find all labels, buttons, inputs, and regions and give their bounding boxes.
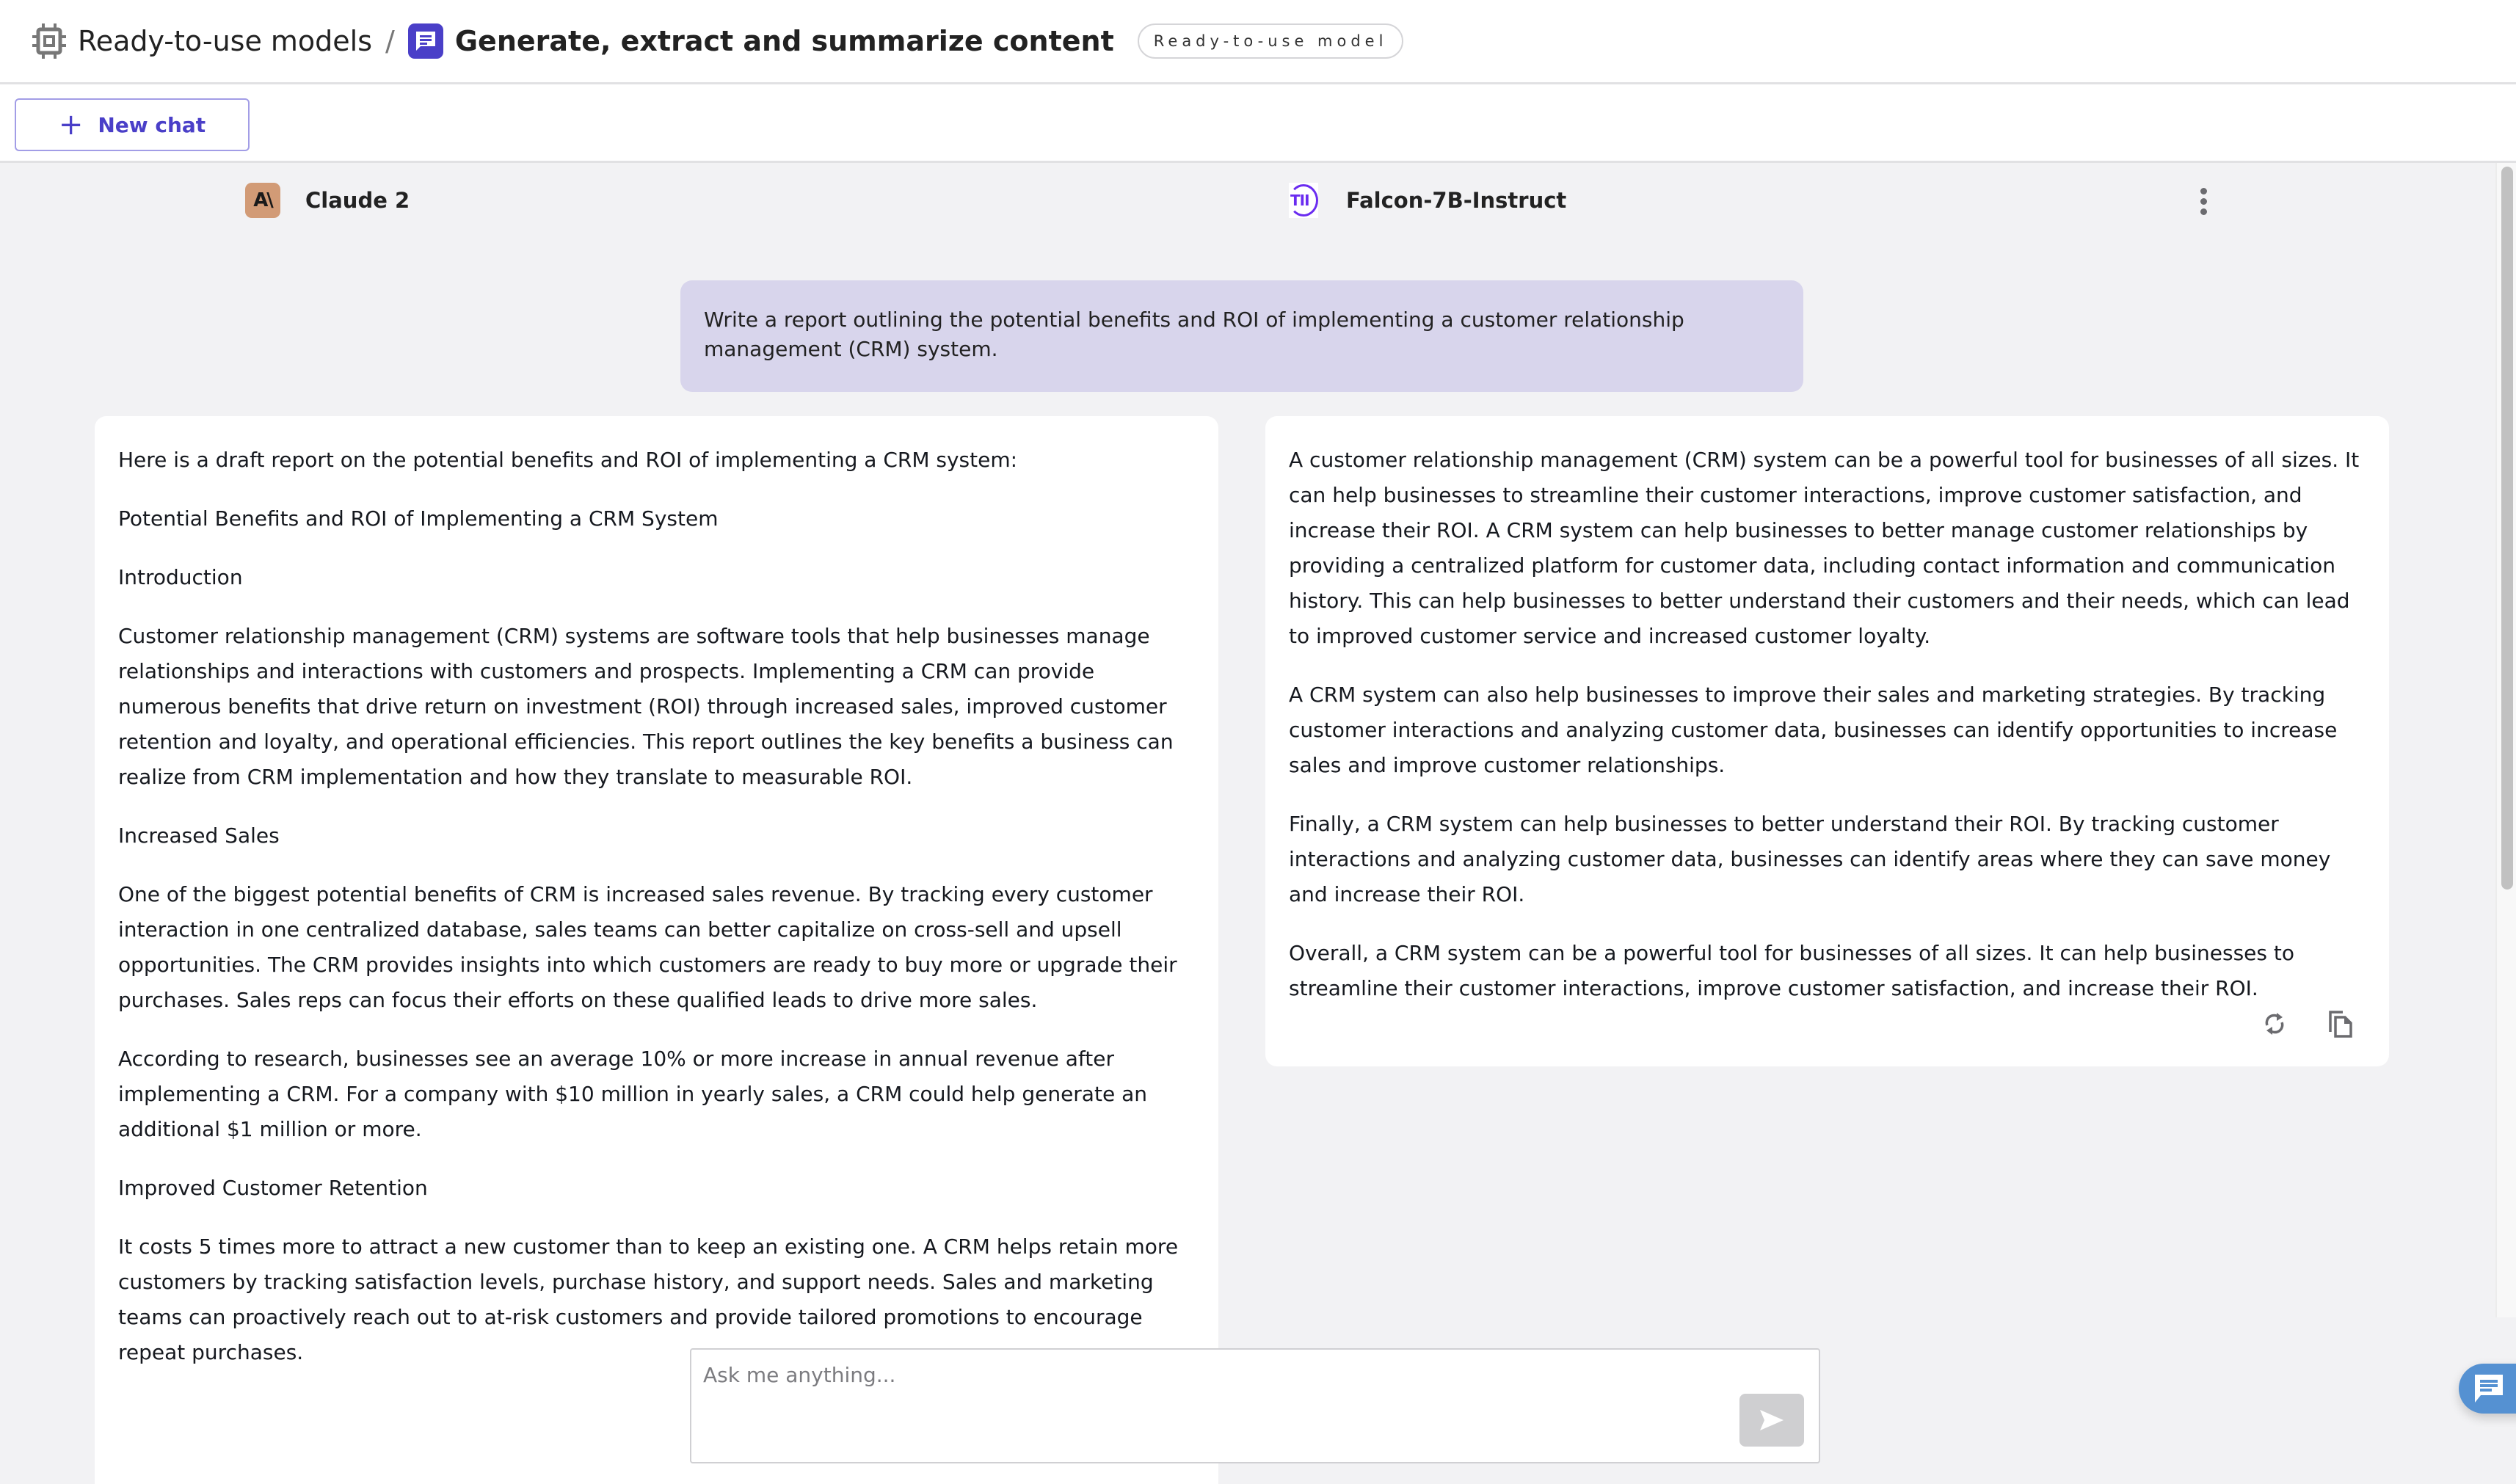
vertical-scrollbar[interactable] — [2495, 163, 2516, 1317]
feedback-button[interactable] — [2459, 1364, 2516, 1414]
send-button[interactable] — [1739, 1394, 1804, 1447]
user-prompt-bubble: Write a report outlining the potential benefits and ROI of implementing a customer relationship management (CRM) system. — [680, 280, 1803, 392]
copy-icon[interactable] — [2327, 1011, 2354, 1037]
response-paragraph: A CRM system can also help businesses to improve their sales and marketing strategies. By tracking customer interactions and analyzing customer data, businesses can identify opportunities to increase sales and improve customer relationships. — [1289, 683, 2338, 777]
response-paragraph: Increased Sales — [118, 823, 280, 848]
breadcrumb-root-link[interactable]: Ready-to-use models — [78, 25, 373, 57]
model-name-left: Claude 2 — [305, 188, 410, 213]
response-paragraph: Introduction — [118, 565, 243, 589]
breadcrumb-separator: / — [385, 25, 395, 57]
chat-input-container — [690, 1348, 1820, 1463]
response-paragraph: Customer relationship management (CRM) systems are software tools that help businesses manage relationships and interactions with customers and prospects. Implementing a CRM can provide numerous benefits that drive return on investment (ROI) through increased sales, improved customer retention and loyalty, and operational efficiencies. This report outlines the key benefits a business can realize from CRM implementation and how they translate to measurable ROI. — [118, 624, 1174, 789]
new-chat-label: New chat — [98, 112, 206, 137]
toolbar — [0, 84, 2516, 163]
response-paragraph: Potential Benefits and ROI of Implementing a CRM System — [118, 506, 719, 531]
response-card-left — [95, 416, 1218, 1484]
plus-icon: + — [58, 108, 84, 142]
response-paragraph: Improved Customer Retention — [118, 1176, 428, 1200]
response-paragraph: Finally, a CRM system can help businesses to better understand their ROI. By tracking customer interactions and analyzing customer data, businesses can identify areas where they can save money and increase their ROI. — [1289, 812, 2331, 906]
chat-comparison-area — [0, 163, 2495, 1480]
chat-bubble-icon — [408, 23, 443, 59]
model-type-badge: Ready-to-use model — [1138, 23, 1404, 59]
feedback-chat-icon — [2473, 1373, 2504, 1404]
model-header-left — [245, 181, 410, 219]
model-name-right: Falcon-7B-Instruct — [1346, 188, 1567, 213]
send-icon — [1759, 1408, 1785, 1432]
response-paragraph: One of the biggest potential benefits of CRM is increased sales revenue. By tracking every customer interaction in one centralized database, sales teams can better capitalize on cross-sell and upsell opportunities. The CRM provides insights into which customers are ready to buy more or upgrade their purchases. Sales reps can focus their efforts on these qualified leads to drive more sales. — [118, 882, 1177, 1012]
model-header-right — [1289, 181, 1566, 219]
response-paragraph: It costs 5 times more to attract a new customer than to keep an existing one. A CRM helps retain more customers by tracking satisfaction levels, purchase history, and support needs. Sales and marketing teams can proactively reach out to at-risk customers and provide tailored promotions to encourage repeat purchases. — [118, 1234, 1179, 1364]
response-paragraph: Overall, a CRM system can be a powerful tool for businesses of all sizes. It can help businesses to streamline their customer interactions, improve customer satisfaction, and increase their ROI. — [1289, 941, 2294, 1000]
new-chat-button[interactable] — [15, 98, 250, 151]
tii-logo-icon: TII — [1289, 183, 1318, 218]
kebab-menu-icon[interactable] — [2190, 185, 2217, 217]
response-paragraph: According to research, businesses see an average 10% or more increase in annual revenue after implementing a CRM. For a company with $10 million in yearly sales, a CRM could help generate an additional $1 million or more. — [118, 1047, 1147, 1141]
chat-input[interactable] — [691, 1350, 1819, 1462]
page-header — [0, 0, 2516, 84]
response-card-right — [1265, 416, 2389, 1066]
page-title: Generate, extract and summarize content — [454, 25, 1114, 57]
response-paragraph: Here is a draft report on the potential benefits and ROI of implementing a CRM system: — [118, 448, 1018, 472]
anthropic-logo-icon: A\ — [245, 183, 280, 218]
response-paragraph: A customer relationship management (CRM) system can be a powerful tool for businesses of all sizes. It can help businesses to streamline their customer interactions, improve customer satisfaction, and increase their ROI. A CRM system can help businesses to better manage customer relationships by providing a centralized platform for customer data, including contact information and communication history. This can help businesses to better understand their customers and their needs, which can lead to improved customer service and increased customer loyalty. — [1289, 448, 2360, 648]
response-actions — [2261, 1011, 2354, 1037]
chip-icon — [31, 23, 68, 59]
regenerate-icon[interactable] — [2261, 1011, 2288, 1037]
scrollbar-thumb[interactable] — [2501, 167, 2513, 890]
